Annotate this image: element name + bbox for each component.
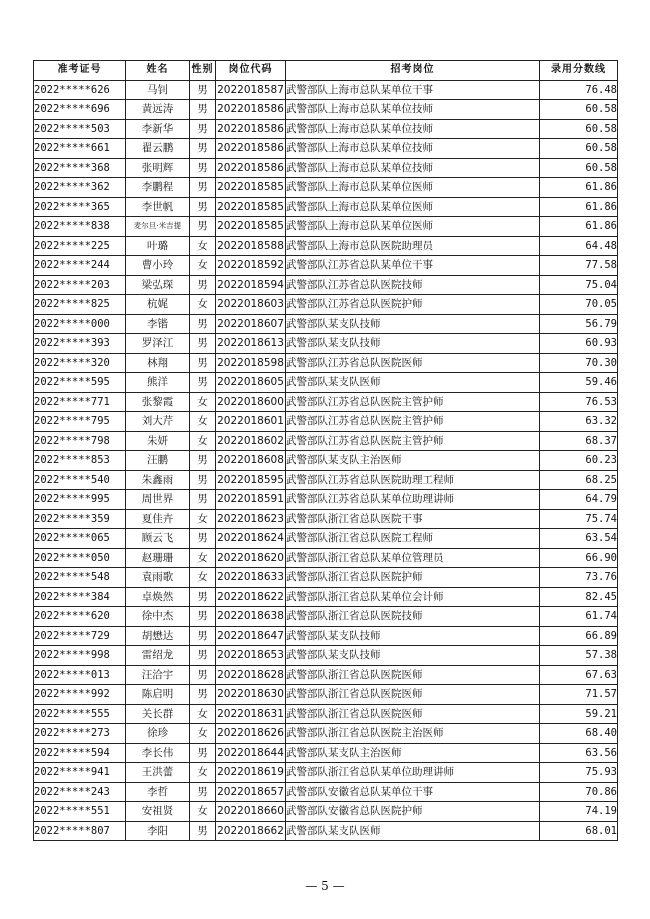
- gender-cell: 男: [190, 626, 216, 646]
- name-cell: 李长伟: [126, 743, 190, 763]
- score-cell: 73.76: [540, 568, 618, 588]
- post-cell: 武警部队某支队主治医师: [286, 743, 540, 763]
- gender-cell: 男: [190, 665, 216, 685]
- gender-cell: 男: [190, 587, 216, 607]
- gender-cell: 男: [190, 685, 216, 705]
- post-cell: 武警部队浙江省总队某单位助理讲师: [286, 763, 540, 783]
- table-row: [34, 587, 618, 607]
- table-row: [34, 256, 618, 276]
- score-cell: 70.30: [540, 353, 618, 373]
- post-code-cell: 2022018660: [216, 802, 286, 822]
- exam-id-cell: 2022*****065: [34, 529, 126, 549]
- post-cell: 武警部队上海市总队某单位技师: [286, 119, 540, 139]
- score-cell: 76.48: [540, 80, 618, 100]
- post-code-cell: 2022018600: [216, 392, 286, 412]
- exam-id-cell: 2022*****729: [34, 626, 126, 646]
- admission-score-table: [33, 60, 618, 841]
- post-code-cell: 2022018628: [216, 665, 286, 685]
- name-cell: 马钊: [126, 80, 190, 100]
- score-cell: 60.58: [540, 139, 618, 159]
- exam-id-cell: 2022*****661: [34, 139, 126, 159]
- post-cell: 武警部队江苏省总队医院助理工程师: [286, 470, 540, 490]
- score-cell: 57.38: [540, 646, 618, 666]
- exam-id-cell: 2022*****365: [34, 197, 126, 217]
- gender-cell: 男: [190, 217, 216, 237]
- post-cell: 武警部队江苏省总队医院主管护师: [286, 431, 540, 451]
- table-row: [34, 236, 618, 256]
- gender-cell: 女: [190, 295, 216, 315]
- name-cell: 夏佳卉: [126, 509, 190, 529]
- post-code-cell: 2022018585: [216, 217, 286, 237]
- exam-id-cell: 2022*****384: [34, 587, 126, 607]
- post-cell: 武警部队浙江省总队医院医师: [286, 685, 540, 705]
- name-cell: 徐中杰: [126, 607, 190, 627]
- exam-id-cell: 2022*****696: [34, 100, 126, 120]
- score-cell: 60.58: [540, 119, 618, 139]
- post-code-cell: 2022018657: [216, 782, 286, 802]
- gender-cell: 男: [190, 80, 216, 100]
- name-cell: 朱妍: [126, 431, 190, 451]
- table-row: [34, 119, 618, 139]
- post-cell: 武警部队安徽省总队医院护师: [286, 802, 540, 822]
- gender-cell: 女: [190, 412, 216, 432]
- post-cell: 武警部队浙江省总队某单位管理员: [286, 548, 540, 568]
- post-code-cell: 2022018662: [216, 821, 286, 841]
- post-code-cell: 2022018586: [216, 100, 286, 120]
- post-code-cell: 2022018622: [216, 587, 286, 607]
- gender-cell: 女: [190, 236, 216, 256]
- post-code-cell: 2022018603: [216, 295, 286, 315]
- exam-id-cell: 2022*****503: [34, 119, 126, 139]
- post-cell: 武警部队上海市总队某单位医师: [286, 178, 540, 198]
- post-code-cell: 2022018638: [216, 607, 286, 627]
- name-cell: 关长群: [126, 704, 190, 724]
- exam-id-cell: 2022*****551: [34, 802, 126, 822]
- score-cell: 70.86: [540, 782, 618, 802]
- score-cell: 68.25: [540, 470, 618, 490]
- header-post: 招考岗位: [286, 61, 540, 81]
- post-code-cell: 2022018594: [216, 275, 286, 295]
- table-row: [34, 782, 618, 802]
- score-cell: 70.05: [540, 295, 618, 315]
- name-cell: 林翔: [126, 353, 190, 373]
- table-row: [34, 412, 618, 432]
- score-cell: 61.74: [540, 607, 618, 627]
- post-code-cell: 2022018644: [216, 743, 286, 763]
- name-cell: 梁弘琛: [126, 275, 190, 295]
- post-cell: 武警部队某支队技师: [286, 646, 540, 666]
- table-row: [34, 470, 618, 490]
- score-cell: 61.86: [540, 178, 618, 198]
- table-header-row: [34, 61, 618, 81]
- post-code-cell: 2022018608: [216, 451, 286, 471]
- name-cell: 王洪蕾: [126, 763, 190, 783]
- table-row: [34, 295, 618, 315]
- header-score: 录用分数线: [540, 61, 618, 81]
- gender-cell: 女: [190, 724, 216, 744]
- gender-cell: 男: [190, 782, 216, 802]
- name-cell: 张黎霞: [126, 392, 190, 412]
- post-cell: 武警部队某支队主治医师: [286, 451, 540, 471]
- table-row: [34, 763, 618, 783]
- gender-cell: 男: [190, 490, 216, 510]
- exam-id-cell: 2022*****626: [34, 80, 126, 100]
- post-code-cell: 2022018595: [216, 470, 286, 490]
- post-cell: 武警部队上海市总队某单位医师: [286, 197, 540, 217]
- name-cell: 雷绍龙: [126, 646, 190, 666]
- exam-id-cell: 2022*****771: [34, 392, 126, 412]
- exam-id-cell: 2022*****853: [34, 451, 126, 471]
- score-cell: 60.23: [540, 451, 618, 471]
- gender-cell: 男: [190, 275, 216, 295]
- table-row: [34, 724, 618, 744]
- exam-id-cell: 2022*****393: [34, 334, 126, 354]
- table-row: [34, 158, 618, 178]
- name-cell: 胡懋达: [126, 626, 190, 646]
- name-cell: 周世界: [126, 490, 190, 510]
- post-code-cell: 2022018605: [216, 373, 286, 393]
- gender-cell: 男: [190, 353, 216, 373]
- exam-id-cell: 2022*****620: [34, 607, 126, 627]
- score-cell: 63.56: [540, 743, 618, 763]
- table-row: [34, 743, 618, 763]
- table-row: [34, 529, 618, 549]
- table-row: [34, 80, 618, 100]
- score-cell: 68.37: [540, 431, 618, 451]
- post-cell: 武警部队江苏省总队医院技师: [286, 275, 540, 295]
- gender-cell: 男: [190, 470, 216, 490]
- name-cell: 汪洽宇: [126, 665, 190, 685]
- score-cell: 56.79: [540, 314, 618, 334]
- score-cell: 64.79: [540, 490, 618, 510]
- post-cell: 武警部队浙江省总队某单位会计师: [286, 587, 540, 607]
- table-row: [34, 334, 618, 354]
- table-row: [34, 704, 618, 724]
- gender-cell: 女: [190, 568, 216, 588]
- table-row: [34, 802, 618, 822]
- name-cell: 麦尔旦·米吉提: [126, 217, 190, 237]
- gender-cell: 男: [190, 334, 216, 354]
- table-row: [34, 821, 618, 841]
- name-cell: 朱鑫雨: [126, 470, 190, 490]
- table-row: [34, 607, 618, 627]
- post-cell: 武警部队上海市总队某单位医师: [286, 217, 540, 237]
- exam-id-cell: 2022*****998: [34, 646, 126, 666]
- post-code-cell: 2022018619: [216, 763, 286, 783]
- header-post-code: 岗位代码: [216, 61, 286, 81]
- post-cell: 武警部队浙江省总队医院技师: [286, 607, 540, 627]
- name-cell: 李新华: [126, 119, 190, 139]
- table-row: [34, 548, 618, 568]
- score-cell: 68.01: [540, 821, 618, 841]
- table-row: [34, 139, 618, 159]
- name-cell: 杭娓: [126, 295, 190, 315]
- score-cell: 61.86: [540, 217, 618, 237]
- post-code-cell: 2022018585: [216, 197, 286, 217]
- table-row: [34, 197, 618, 217]
- name-cell: 顾云飞: [126, 529, 190, 549]
- post-cell: 武警部队上海市总队某单位技师: [286, 139, 540, 159]
- score-cell: 60.58: [540, 158, 618, 178]
- name-cell: 李鹏程: [126, 178, 190, 198]
- exam-id-cell: 2022*****244: [34, 256, 126, 276]
- name-cell: 刘大芹: [126, 412, 190, 432]
- post-code-cell: 2022018601: [216, 412, 286, 432]
- name-cell: 黄远涛: [126, 100, 190, 120]
- score-cell: 59.21: [540, 704, 618, 724]
- exam-id-cell: 2022*****368: [34, 158, 126, 178]
- table-row: [34, 490, 618, 510]
- post-cell: 武警部队上海市总队某单位技师: [286, 158, 540, 178]
- post-code-cell: 2022018592: [216, 256, 286, 276]
- gender-cell: 女: [190, 256, 216, 276]
- score-cell: 67.63: [540, 665, 618, 685]
- post-cell: 武警部队某支队医师: [286, 821, 540, 841]
- table-row: [34, 646, 618, 666]
- score-cell: 60.58: [540, 100, 618, 120]
- gender-cell: 女: [190, 704, 216, 724]
- name-cell: 李哲: [126, 782, 190, 802]
- name-cell: 罗泽江: [126, 334, 190, 354]
- score-cell: 61.86: [540, 197, 618, 217]
- table-row: [34, 100, 618, 120]
- exam-id-cell: 2022*****320: [34, 353, 126, 373]
- exam-id-cell: 2022*****362: [34, 178, 126, 198]
- post-cell: 武警部队安徽省总队某单位干事: [286, 782, 540, 802]
- header-exam-id: 准考证号: [34, 61, 126, 81]
- exam-id-cell: 2022*****555: [34, 704, 126, 724]
- post-cell: 武警部队上海市总队医院助理员: [286, 236, 540, 256]
- score-cell: 74.19: [540, 802, 618, 822]
- exam-id-cell: 2022*****941: [34, 763, 126, 783]
- name-cell: 安祖贤: [126, 802, 190, 822]
- exam-id-cell: 2022*****594: [34, 743, 126, 763]
- exam-id-cell: 2022*****807: [34, 821, 126, 841]
- name-cell: 叶璐: [126, 236, 190, 256]
- score-cell: 68.40: [540, 724, 618, 744]
- exam-id-cell: 2022*****595: [34, 373, 126, 393]
- gender-cell: 男: [190, 451, 216, 471]
- post-code-cell: 2022018623: [216, 509, 286, 529]
- table-row: [34, 665, 618, 685]
- gender-cell: 女: [190, 802, 216, 822]
- post-cell: 武警部队上海市总队某单位技师: [286, 100, 540, 120]
- exam-id-cell: 2022*****548: [34, 568, 126, 588]
- post-cell: 武警部队江苏省总队医院护师: [286, 295, 540, 315]
- gender-cell: 男: [190, 646, 216, 666]
- gender-cell: 男: [190, 607, 216, 627]
- score-cell: 66.89: [540, 626, 618, 646]
- exam-id-cell: 2022*****995: [34, 490, 126, 510]
- post-code-cell: 2022018626: [216, 724, 286, 744]
- table-row: [34, 431, 618, 451]
- exam-id-cell: 2022*****795: [34, 412, 126, 432]
- post-cell: 武警部队浙江省总队医院干事: [286, 509, 540, 529]
- score-cell: 75.74: [540, 509, 618, 529]
- gender-cell: 女: [190, 392, 216, 412]
- gender-cell: 男: [190, 743, 216, 763]
- post-code-cell: 2022018588: [216, 236, 286, 256]
- post-code-cell: 2022018633: [216, 568, 286, 588]
- name-cell: 徐珍: [126, 724, 190, 744]
- name-cell: 翟云鹏: [126, 139, 190, 159]
- post-code-cell: 2022018586: [216, 158, 286, 178]
- score-cell: 75.93: [540, 763, 618, 783]
- gender-cell: 女: [190, 509, 216, 529]
- score-cell: 75.04: [540, 275, 618, 295]
- score-cell: 63.32: [540, 412, 618, 432]
- exam-id-cell: 2022*****838: [34, 217, 126, 237]
- table-row: [34, 353, 618, 373]
- gender-cell: 男: [190, 158, 216, 178]
- score-cell: 77.58: [540, 256, 618, 276]
- post-cell: 武警部队浙江省总队医院医师: [286, 665, 540, 685]
- post-cell: 武警部队江苏省总队医院主管护师: [286, 412, 540, 432]
- table-row: [34, 509, 618, 529]
- table-row: [34, 392, 618, 412]
- table-row: [34, 685, 618, 705]
- score-cell: 59.46: [540, 373, 618, 393]
- table-row: [34, 314, 618, 334]
- gender-cell: 女: [190, 548, 216, 568]
- post-cell: 武警部队江苏省总队某单位干事: [286, 256, 540, 276]
- gender-cell: 男: [190, 314, 216, 334]
- post-code-cell: 2022018586: [216, 119, 286, 139]
- post-cell: 武警部队浙江省总队医院主治医师: [286, 724, 540, 744]
- exam-id-cell: 2022*****000: [34, 314, 126, 334]
- table-row: [34, 568, 618, 588]
- post-cell: 武警部队浙江省总队医院工程师: [286, 529, 540, 549]
- score-cell: 63.54: [540, 529, 618, 549]
- gender-cell: 女: [190, 763, 216, 783]
- score-cell: 76.53: [540, 392, 618, 412]
- post-cell: 武警部队某支队医师: [286, 373, 540, 393]
- header-gender: 性别: [190, 61, 216, 81]
- post-code-cell: 2022018585: [216, 178, 286, 198]
- name-cell: 赵珊珊: [126, 548, 190, 568]
- exam-id-cell: 2022*****243: [34, 782, 126, 802]
- gender-cell: 男: [190, 100, 216, 120]
- gender-cell: 男: [190, 821, 216, 841]
- name-cell: 卓焕然: [126, 587, 190, 607]
- exam-id-cell: 2022*****203: [34, 275, 126, 295]
- exam-id-cell: 2022*****540: [34, 470, 126, 490]
- score-cell: 66.90: [540, 548, 618, 568]
- post-code-cell: 2022018587: [216, 80, 286, 100]
- table-row: [34, 275, 618, 295]
- name-cell: 熊洋: [126, 373, 190, 393]
- post-cell: 武警部队某支队技师: [286, 626, 540, 646]
- table-row: [34, 217, 618, 237]
- exam-id-cell: 2022*****050: [34, 548, 126, 568]
- post-code-cell: 2022018591: [216, 490, 286, 510]
- exam-id-cell: 2022*****825: [34, 295, 126, 315]
- exam-id-cell: 2022*****359: [34, 509, 126, 529]
- score-cell: 64.48: [540, 236, 618, 256]
- gender-cell: 男: [190, 139, 216, 159]
- name-cell: 汪鹏: [126, 451, 190, 471]
- gender-cell: 男: [190, 178, 216, 198]
- score-cell: 60.93: [540, 334, 618, 354]
- name-cell: 袁雨歌: [126, 568, 190, 588]
- post-cell: 武警部队某支队技师: [286, 334, 540, 354]
- table-row: [34, 626, 618, 646]
- gender-cell: 男: [190, 197, 216, 217]
- table-row: [34, 178, 618, 198]
- gender-cell: 男: [190, 529, 216, 549]
- exam-id-cell: 2022*****273: [34, 724, 126, 744]
- post-code-cell: 2022018653: [216, 646, 286, 666]
- post-code-cell: 2022018602: [216, 431, 286, 451]
- post-cell: 武警部队江苏省总队医院主管护师: [286, 392, 540, 412]
- name-cell: 李世帆: [126, 197, 190, 217]
- post-code-cell: 2022018624: [216, 529, 286, 549]
- gender-cell: 女: [190, 431, 216, 451]
- post-code-cell: 2022018620: [216, 548, 286, 568]
- exam-id-cell: 2022*****225: [34, 236, 126, 256]
- gender-cell: 男: [190, 373, 216, 393]
- post-code-cell: 2022018613: [216, 334, 286, 354]
- exam-id-cell: 2022*****992: [34, 685, 126, 705]
- post-code-cell: 2022018607: [216, 314, 286, 334]
- table-row: [34, 373, 618, 393]
- exam-id-cell: 2022*****013: [34, 665, 126, 685]
- post-cell: 武警部队浙江省总队医院护师: [286, 568, 540, 588]
- post-code-cell: 2022018630: [216, 685, 286, 705]
- name-cell: 曹小玲: [126, 256, 190, 276]
- post-cell: 武警部队某支队技师: [286, 314, 540, 334]
- post-cell: 武警部队浙江省总队医院医师: [286, 704, 540, 724]
- score-cell: 82.45: [540, 587, 618, 607]
- post-cell: 武警部队江苏省总队医院医师: [286, 353, 540, 373]
- page-number: — 5 —: [305, 879, 345, 893]
- post-code-cell: 2022018647: [216, 626, 286, 646]
- gender-cell: 男: [190, 119, 216, 139]
- post-code-cell: 2022018586: [216, 139, 286, 159]
- name-cell: 李锴: [126, 314, 190, 334]
- score-cell: 71.57: [540, 685, 618, 705]
- post-cell: 武警部队江苏省总队某单位助理讲师: [286, 490, 540, 510]
- table-row: [34, 451, 618, 471]
- exam-id-cell: 2022*****798: [34, 431, 126, 451]
- name-cell: 李阳: [126, 821, 190, 841]
- post-code-cell: 2022018598: [216, 353, 286, 373]
- name-cell: 陈启明: [126, 685, 190, 705]
- name-cell: 张明辉: [126, 158, 190, 178]
- header-name: 姓名: [126, 61, 190, 81]
- post-cell: 武警部队上海市总队某单位干事: [286, 80, 540, 100]
- post-code-cell: 2022018631: [216, 704, 286, 724]
